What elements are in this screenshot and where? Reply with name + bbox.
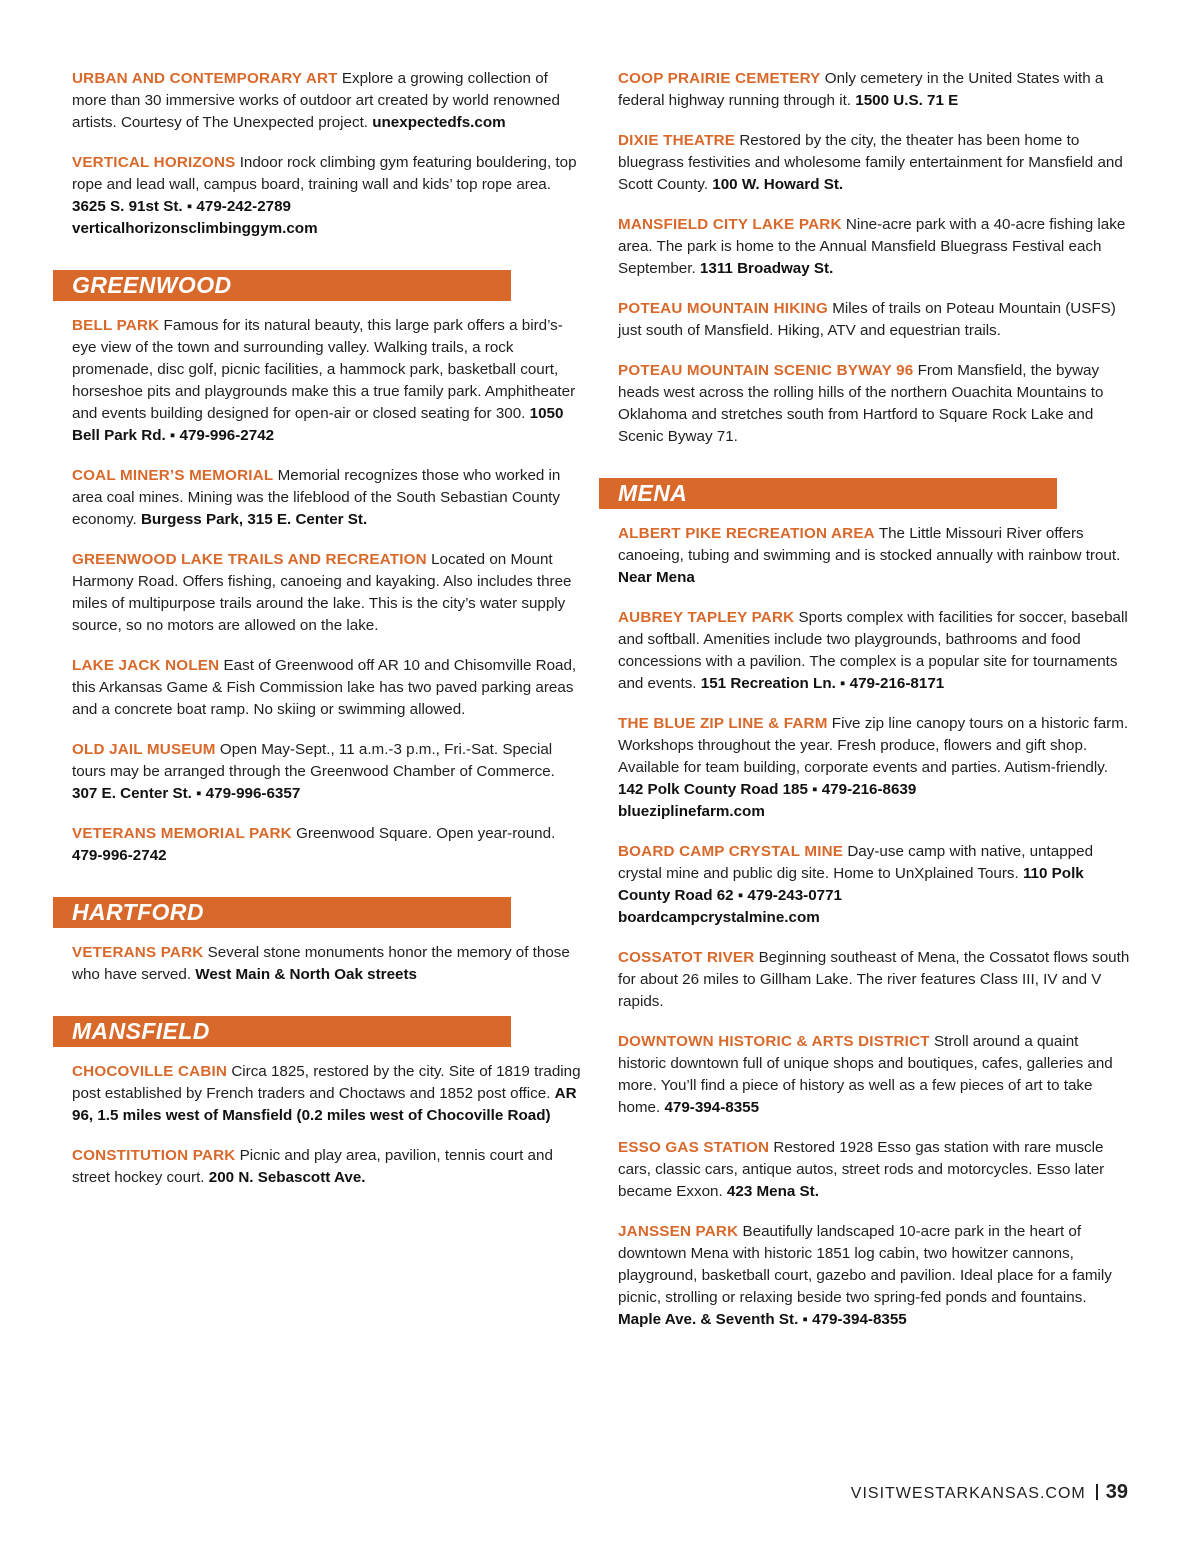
listing-description: From Mansfield, the byway heads west across the rolling hills of the northern Ouachita Mountains to Oklahoma and stretches south from Hartford to Square Rock Lake and Scenic Byway 71. (618, 362, 1104, 445)
listing-vertical-horizons (72, 152, 584, 240)
listing-contact-info: AR 96, 1.5 miles west of Mansfield (0.2 miles west of Chocoville Road) (72, 1085, 577, 1124)
listing-title: VETERANS MEMORIAL PARK (72, 825, 292, 842)
listing-title: BOARD CAMP CRYSTAL MINE (618, 843, 844, 860)
listing-title: ESSO GAS STATION (618, 1139, 770, 1156)
listing-albert-pike-recreation-area (618, 523, 1130, 589)
footer-site: VISITWESTARKANSAS.COM (850, 1485, 1086, 1502)
listing-aubrey-tapley-park (618, 607, 1130, 695)
listing-the-blue-zip-line-farm (618, 713, 1130, 823)
listing-title: JANSSEN PARK (618, 1223, 739, 1240)
footer-divider (1096, 1484, 1098, 1500)
listing-description: Restored 1928 Esso gas station with rare muscle cars, classic cars, antique autos, street rods and motorcycles. Esso later became Exxon. (618, 1139, 1105, 1200)
listing-contact-info: 1050 Bell Park Rd. ▪ 479-996-2742 (72, 405, 564, 444)
listing-chocoville-cabin (72, 1061, 584, 1127)
listing-title: CONSTITUTION PARK (72, 1147, 236, 1164)
listing-mansfield-city-lake-park (618, 214, 1130, 280)
listing-bell-park (72, 315, 584, 447)
listing-description: Miles of trails on Poteau Mountain (USFS) just south of Mansfield. Hiking, ATV and equestrian trails. (618, 300, 1116, 339)
listing-contact-info: 200 N. Sebascott Ave. (208, 1169, 366, 1186)
listing-description: Nine-acre park with a 40-acre fishing lake area. The park is home to the Annual Mansfield Bluegrass Festival each September. (618, 216, 1126, 277)
listing-downtown-historic-arts-district (618, 1031, 1130, 1119)
listing-contact-info: Near Mena (618, 569, 695, 586)
listing-title: VETERANS PARK (72, 944, 204, 961)
listing-contact-info: 307 E. Center St. ▪ 479-996-6357 (72, 785, 301, 802)
listing-description: Explore a growing collection of more than 30 immersive works of outdoor art created by world renowned artists. Courtesy of The Unexpected project. (72, 70, 560, 131)
listing-contact-info: 3625 S. 91st St. ▪ 479-242-2789 verticalhorizonsclimbinggym.com (72, 198, 318, 237)
listing-description: East of Greenwood off AR 10 and Chisomville Road, this Arkansas Game & Fish Commission lake has two paved parking areas and a concrete boat ramp. No skiing or swimming allowed. (72, 657, 577, 718)
listing-title: COAL MINER’S MEMORIAL (72, 467, 274, 484)
listing-coop-prairie-cemetery (618, 68, 1130, 112)
section-header-greenwood: GREENWOOD (53, 270, 511, 301)
listing-title: URBAN AND CONTEMPORARY ART (72, 70, 338, 87)
listing-contact-info: 1500 U.S. 71 E (855, 92, 959, 109)
listing-contact-info: 423 Mena St. (726, 1183, 819, 1200)
listing-title: LAKE JACK NOLEN (72, 657, 220, 674)
listing-title: POTEAU MOUNTAIN SCENIC BYWAY 96 (618, 362, 914, 379)
listing-description: Circa 1825, restored by the city. Site of 1819 trading post established by French traders and Choctaws and 1852 post office. (72, 1063, 581, 1102)
page-footer (851, 1481, 1128, 1504)
listing-description: Famous for its natural beauty, this large park offers a bird’s-eye view of the town and surrounding valley. Walking trails, a rock promenade, disc golf, picnic facilities, a hammock park, basketball court, horseshoe pits and playgrounds make this a true family park. Amphitheater and events building designed for open-air or closed seating for 300. (72, 317, 576, 422)
listing-title: MANSFIELD CITY LAKE PARK (618, 216, 842, 233)
listing-janssen-park (618, 1221, 1130, 1331)
listing-description: Several stone monuments honor the memory of those who have served. (72, 944, 570, 983)
listing-title: GREENWOOD LAKE TRAILS AND RECREATION (72, 551, 427, 568)
listing-description: Open May-Sept., 11 a.m.-3 p.m., Fri.-Sat. Special tours may be arranged through the Greenwood Chamber of Commerce. (72, 741, 555, 780)
section-header-mena: MENA (599, 478, 1057, 509)
listing-dixie-theatre (618, 130, 1130, 196)
listing-contact-info: unexpectedfs.com (372, 114, 506, 131)
listing-title: COOP PRAIRIE CEMETERY (618, 70, 821, 87)
listing-old-jail-museum (72, 739, 584, 805)
listing-contact-info: 151 Recreation Ln. ▪ 479-216-8171 (700, 675, 945, 692)
listing-contact-info: 479-996-2742 (72, 847, 167, 864)
listing-contact-info: West Main & North Oak streets (195, 966, 417, 983)
listing-title: ALBERT PIKE RECREATION AREA (618, 525, 875, 542)
listing-title: CHOCOVILLE CABIN (72, 1063, 228, 1080)
listing-contact-info: 110 Polk County Road 62 ▪ 479-243-0771 boardcampcrystalmine.com (618, 865, 1084, 926)
listing-description: Greenwood Square. Open year-round. (296, 825, 556, 842)
listing-description: Indoor rock climbing gym featuring bouldering, top rope and lead wall, campus board, training wall and kids’ top rope area. (72, 154, 577, 193)
listing-description: Picnic and play area, pavilion, tennis court and street hockey court. (72, 1147, 553, 1186)
listing-contact-info: 479-394-8355 (664, 1099, 760, 1116)
listing-title: POTEAU MOUNTAIN HIKING (618, 300, 828, 317)
listing-contact-info: 1311 Broadway St. (699, 260, 834, 277)
listing-cossatot-river (618, 947, 1130, 1013)
section-header-mansfield: MANSFIELD (53, 1016, 511, 1047)
listing-contact-info: Maple Ave. & Seventh St. ▪ 479-394-8355 (618, 1311, 907, 1328)
listing-poteau-mountain-scenic-byway-96 (618, 360, 1130, 448)
listing-description: Only cemetery in the United States with a federal highway running through it. (618, 70, 1104, 109)
listing-title: DIXIE THEATRE (618, 132, 736, 149)
listing-description: Memorial recognizes those who worked in area coal mines. Mining was the lifeblood of the South Sebastian County economy. (72, 467, 561, 528)
listing-description: Restored by the city, the theater has been home to bluegrass festivities and wholesome family entertainment for Mansfield and Scott County. (618, 132, 1123, 193)
listing-contact-info: 142 Polk County Road 185 ▪ 479-216-8639 blueziplinefarm.com (618, 781, 917, 820)
listing-description: Located on Mount Harmony Road. Offers fishing, canoeing and kayaking. Also includes three miles of multipurpose trails around the lake. This is the city’s water supply source, so no motors are allowed on the lake. (72, 551, 572, 634)
listing-constitution-park (72, 1145, 584, 1189)
listing-title: THE BLUE ZIP LINE & FARM (618, 715, 828, 732)
listing-poteau-mountain-hiking (618, 298, 1130, 342)
listing-contact-info: Burgess Park, 315 E. Center St. (140, 511, 368, 528)
listing-title: COSSATOT RIVER (618, 949, 755, 966)
listing-title: DOWNTOWN HISTORIC & ARTS DISTRICT (618, 1033, 930, 1050)
page-number: 39 (1105, 1481, 1128, 1503)
listing-description: Stroll around a quaint historic downtown full of unique shops and boutiques, cafes, galleries and more. You’ll find a piece of history as well as a few pieces of art to take home. (618, 1033, 1113, 1116)
listing-description: Day-use camp with native, untapped crystal mine and public dig site. Home to UnXplained Tours. (618, 843, 1094, 882)
listing-greenwood-lake-trails-and-recreation (72, 549, 584, 637)
listing-title: VERTICAL HORIZONS (72, 154, 236, 171)
listing-board-camp-crystal-mine (618, 841, 1130, 929)
listing-title: OLD JAIL MUSEUM (72, 741, 216, 758)
listing-description: Beautifully landscaped 10-acre park in the heart of downtown Mena with historic 1851 log cabin, two howitzer cannons, playground, basketball court, gazebo and pavilion. Ideal place for a family picnic, strolling or relaxing beside two spring-fed ponds and fountains. (618, 1223, 1112, 1306)
listing-description: Sports complex with facilities for soccer, baseball and softball. Amenities include two playgrounds, bathrooms and food concessions with a pavilion. The complex is a popular site for tournaments and events. (618, 609, 1128, 692)
listing-description: Beginning southeast of Mena, the Cossatot flows south for about 26 miles to Gillham Lake. The river features Class III, IV and V rapids. (618, 949, 1130, 1010)
listing-urban-and-contemporary-art (72, 68, 584, 134)
left-column (72, 68, 584, 1207)
right-column (618, 68, 1130, 1349)
listing-description: The Little Missouri River offers canoeing, tubing and swimming and is stocked annually with rainbow trout. (618, 525, 1121, 564)
listing-coal-miner-s-memorial (72, 465, 584, 531)
listing-contact-info: 100 W. Howard St. (712, 176, 844, 193)
listing-veterans-park (72, 942, 584, 986)
listing-title: AUBREY TAPLEY PARK (618, 609, 795, 626)
listing-esso-gas-station (618, 1137, 1130, 1203)
listing-lake-jack-nolen (72, 655, 584, 721)
listing-title: BELL PARK (72, 317, 160, 334)
section-header-hartford: HARTFORD (53, 897, 511, 928)
listing-veterans-memorial-park (72, 823, 584, 867)
listing-description: Five zip line canopy tours on a historic farm. Workshops throughout the year. Fresh produce, flowers and gift shop. Available for team building, corporate events and parties. Autism-friendly. (618, 715, 1129, 776)
